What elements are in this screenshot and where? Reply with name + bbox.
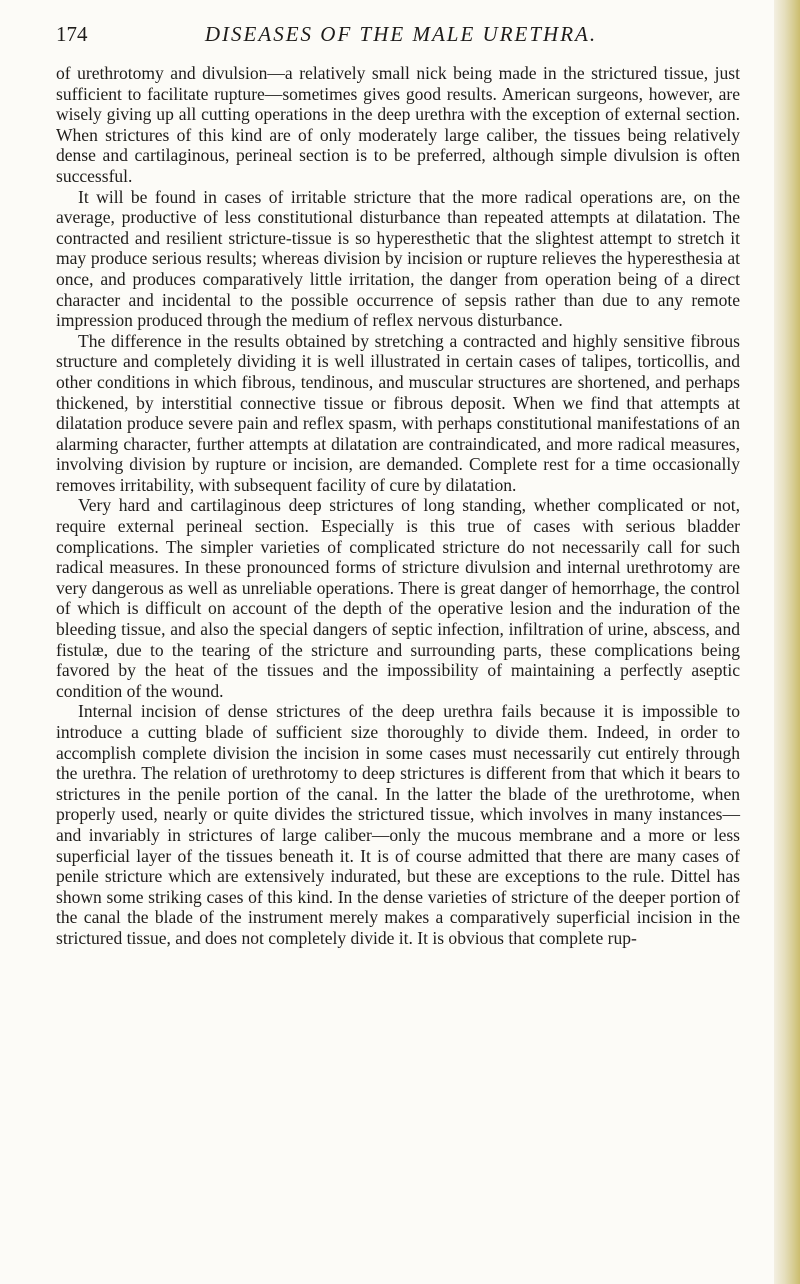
running-title: DISEASES OF THE MALE URETHRA. (204, 22, 598, 46)
paragraph-1: of urethrotomy and divulsion—a relatively small nick being made in the strictured tissue, just sufficient to facilitate rupture—sometimes gives good results. American surgeons, however, are wisely giving up all cutting operations in the deep urethra with the exception of external section. When strictures of this kind are of only moderately large caliber, the tissues being relatively dense and cartilaginous, perineal section is to be preferred, although simple divulsion is often successful. (56, 63, 740, 186)
paragraph-3: The difference in the results obtained by stretching a contracted and highly sensitive fibrous structure and completely dividing it is well illustrated in certain cases of talipes, torticollis, and other conditions in which fibrous, tendinous, and muscular structures are shortened, and perhaps thickened, by interstitial connective tissue or fibrous deposit. When we find that attempts at dilatation produce severe pain and reflex spasm, with perhaps constitutional manifestations of an alarming character, further attempts at dilatation are contraindicated, and more radical measures, involving division by rupture or incision, are demanded. Complete rest for a time occasionally removes irritability, with subsequent facility of cure by dilatation. (56, 330, 740, 495)
running-head (56, 22, 746, 52)
body-text (56, 63, 740, 949)
paragraph-4: Very hard and cartilaginous deep strictures of long standing, whether complicated or not, require external perineal section. Especially is this true of cases with serious bladder complications. The simpler varieties of complicated stricture do not necessarily call for such radical measures. In these pronounced forms of stricture divulsion and internal urethrotomy are very dangerous as well as unreliable operations. There is great danger of hemorrhage, the control of which is difficult on account of the depth of the operative lesion and the induration of the bleeding tissue, and also the special dangers of septic infection, infiltration of urine, abscess, and fistulæ, due to the tearing of the stricture and surrounding parts, these complications being favored by the heat of the tissues and the impossibility of maintaining a perfectly aseptic condition of the wound. (56, 495, 740, 701)
paragraph-2: It will be found in cases of irritable stricture that the more radical operations are, on the average, productive of less constitutional disturbance than repeated attempts at dilatation. The contracted and resilient stricture-tissue is so hyperesthetic that the slightest attempt to stretch it may produce serious results; whereas division by incision or rupture relieves the hyperesthesia at once, and produces comparatively little irritation, the danger from operation being of a direct character and incidental to the possible occurrence of sepsis rather than due to any remote impression produced through the medium of reflex nervous disturbance. (56, 186, 740, 331)
page-edge-shadow (774, 0, 800, 1284)
page-number: 174 (56, 22, 88, 46)
paragraph-5: Internal incision of dense strictures of the deep urethra fails because it is impossible to introduce a cutting blade of sufficient size thoroughly to divide them. Indeed, in order to accomplish complete division the incision in some cases must necessarily cut entirely through the urethra. The relation of urethrotomy to deep strictures is different from that which it bears to strictures in the penile portion of the canal. In the latter the blade of the urethrotome, when properly used, nearly or quite divides the strictured tissue, which involves in many instances—and invariably in strictures of large caliber—only the mucous membrane and a more or less superficial layer of the tissues beneath it. It is of course admitted that there are many cases of penile stricture which are extensively indurated, but these are exceptions to the rule. Dittel has shown some striking cases of this kind. In the dense varieties of stricture of the deeper portion of the canal the blade of the instrument merely makes a comparatively superficial incision in the strictured tissue, and does not completely divide it. It is obvious that complete rup- (56, 701, 740, 948)
